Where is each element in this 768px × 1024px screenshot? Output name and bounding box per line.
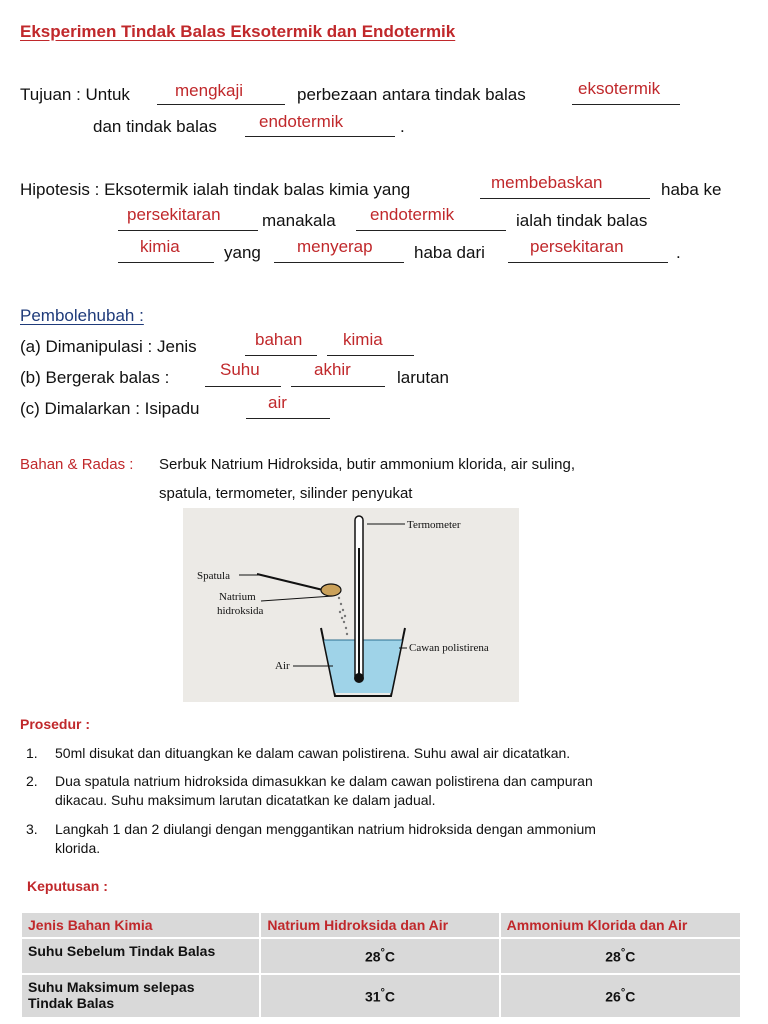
powder-particles — [338, 597, 348, 635]
table-row — [21, 938, 741, 974]
cell-value: 31°C — [260, 974, 499, 1018]
prosedur-heading: Prosedur : — [20, 716, 91, 732]
label-spatula: Spatula — [197, 570, 230, 582]
dimanipulasi-label: (a) Dimanipulasi : Jenis — [20, 337, 197, 356]
tujuan-label: Tujuan : Untuk — [20, 85, 130, 104]
label-air: Air — [275, 660, 290, 672]
bergerak-balas-text: larutan — [397, 368, 449, 387]
hipotesis-blank-4 — [118, 262, 214, 263]
dimalarkan-answer-1[interactable]: air — [268, 393, 287, 412]
hipotesis-answer-3[interactable]: endotermik — [370, 205, 455, 224]
step-3-line-1: Langkah 1 dan 2 diulangi dengan menggantikan natrium hidroksida dengan ammonium — [55, 821, 596, 837]
label-cawan: Cawan polistirena — [409, 642, 489, 654]
page-title: Eksperimen Tindak Balas Eksotermik dan Endotermik — [20, 22, 456, 41]
thermometer-bulb — [354, 673, 364, 683]
tujuan-answer-1[interactable]: mengkaji — [175, 81, 244, 100]
step-3-line-2: klorida. — [55, 840, 101, 856]
label-hidroksida: hidroksida — [217, 605, 264, 617]
step-3-number: 3. — [26, 821, 38, 837]
header-ammonium: Ammonium Klorida dan Air — [500, 912, 741, 938]
hipotesis-label: Hipotesis : Eksotermik ialah tindak balas kimia yang — [20, 180, 411, 199]
hipotesis-text-2: manakala — [262, 211, 336, 230]
label-natrium: Natrium — [219, 591, 256, 603]
hipotesis-text-4: yang — [224, 243, 261, 262]
hipotesis-text-1: haba ke — [661, 180, 722, 199]
table-header-row — [21, 912, 741, 938]
tujuan-blank-2 — [572, 104, 680, 105]
row-label-suhu-sebelum: Suhu Sebelum Tindak Balas — [21, 938, 260, 974]
bahan-line-2: spatula, termometer, silinder penyukat — [159, 485, 413, 502]
hipotesis-answer-2[interactable]: persekitaran — [127, 205, 221, 224]
spatula-handle — [257, 574, 323, 590]
hipotesis-blank-1 — [480, 198, 650, 199]
dimanipulasi-answer-1[interactable]: bahan — [255, 330, 303, 349]
row-label-suhu-maksimum: Suhu Maksimum selepas Tindak Balas — [21, 974, 260, 1018]
hipotesis-blank-3 — [356, 230, 506, 231]
apparatus-svg — [183, 508, 519, 702]
step-1-text: 50ml disukat dan dituangkan ke dalam cawan polistirena. Suhu awal air dicatatkan. — [55, 745, 571, 761]
thermometer-column — [358, 548, 360, 676]
dimanipulasi-blank-1 — [245, 355, 317, 356]
hipotesis-end: . — [676, 243, 681, 262]
step-2-number: 2. — [26, 773, 38, 789]
table-row — [21, 974, 741, 1018]
tujuan-blank-1 — [157, 104, 285, 105]
hipotesis-answer-6[interactable]: persekitaran — [530, 237, 624, 256]
bergerak-balas-blank-1 — [205, 386, 281, 387]
cell-value: 28°C — [260, 938, 499, 974]
results-table — [20, 911, 742, 1019]
hipotesis-answer-1[interactable]: membebaskan — [491, 173, 603, 192]
tujuan-answer-2[interactable]: eksotermik — [578, 79, 661, 98]
tujuan-answer-3[interactable]: endotermik — [259, 112, 344, 131]
hipotesis-answer-5[interactable]: menyerap — [297, 237, 373, 256]
hipotesis-text-5: haba dari — [414, 243, 485, 262]
header-natrium: Natrium Hidroksida dan Air — [260, 912, 499, 938]
tujuan-blank-3 — [245, 136, 395, 137]
bergerak-balas-answer-2[interactable]: akhir — [314, 360, 351, 379]
hipotesis-blank-5 — [274, 262, 404, 263]
dimalarkan-blank-1 — [246, 418, 330, 419]
keputusan-heading: Keputusan : — [27, 878, 108, 894]
tujuan-text-2: dan tindak balas — [93, 117, 217, 136]
spatula-scoop — [321, 584, 341, 596]
dimanipulasi-answer-2[interactable]: kimia — [343, 330, 383, 349]
bahan-line-1: Serbuk Natrium Hidroksida, butir ammonium klorida, air suling, — [159, 456, 575, 473]
cell-value: 26°C — [500, 974, 741, 1018]
dimanipulasi-blank-2 — [327, 355, 414, 356]
tujuan-end: . — [400, 117, 405, 136]
hipotesis-blank-6 — [508, 262, 668, 263]
header-jenis: Jenis Bahan Kimia — [21, 912, 260, 938]
natrium-pointer — [261, 596, 333, 601]
pembolehubah-heading: Pembolehubah : — [20, 306, 144, 325]
label-termometer: Termometer — [407, 519, 461, 531]
tujuan-text-1: perbezaan antara tindak balas — [297, 85, 526, 104]
bergerak-balas-label: (b) Bergerak balas : — [20, 368, 170, 387]
step-2-line-2: dikacau. Suhu maksimum larutan dicatatkan ke dalam jadual. — [55, 792, 436, 808]
bahan-label: Bahan & Radas : — [20, 456, 134, 473]
cell-value: 28°C — [500, 938, 741, 974]
bergerak-balas-blank-2 — [291, 386, 385, 387]
bergerak-balas-answer-1[interactable]: Suhu — [220, 360, 260, 379]
hipotesis-blank-2 — [118, 230, 258, 231]
apparatus-diagram — [183, 508, 519, 702]
dimalarkan-label: (c) Dimalarkan : Isipadu — [20, 399, 200, 418]
hipotesis-answer-4[interactable]: kimia — [140, 237, 180, 256]
step-2-line-1: Dua spatula natrium hidroksida dimasukkan ke dalam cawan polistirena dan campuran — [55, 773, 593, 789]
step-1-number: 1. — [26, 745, 38, 761]
hipotesis-text-3: ialah tindak balas — [516, 211, 648, 230]
